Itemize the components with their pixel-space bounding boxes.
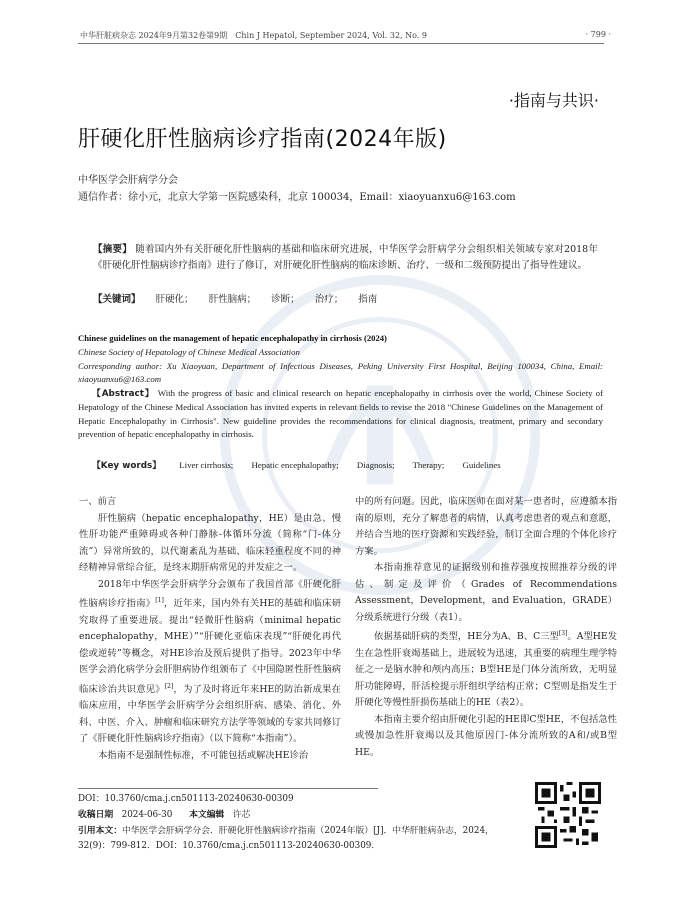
doi-line[interactable]: DOI：10.3760/cma.j.cn501113-20240630-00309	[78, 794, 294, 804]
correspondence: 通信作者：徐小元，北京大学第一医院感染科，北京 100034，Email：xiaoyuanxu6@163.com	[78, 192, 516, 203]
en-abstract	[78, 387, 603, 442]
running-header: 中华肝脏病杂志 2024年9月第32卷第9期 Chin J Hepatol, September 2024, Vol. 32, No. 9	[80, 31, 427, 40]
zh-keywords	[93, 291, 598, 305]
en-keywords	[92, 458, 517, 471]
zh-keyword: 肝硬化；	[155, 294, 194, 305]
paragraph: 中的所有问题。因此，临床医师在面对某一患者时，应遵循本指南的原则，充分了解患者的病情，认真考虑患者的观点和意愿，并结合当地的医疗资源和实践经验，制订全面合理的个体化诊疗方案。	[355, 496, 617, 557]
editor-name: 许芯	[232, 810, 251, 820]
paragraph: 本指南不是强制性标准，不可能包括或解决HE诊治	[98, 749, 309, 761]
dates-line	[78, 808, 250, 823]
en-society: Chinese Society of Hepatology of Chinese Medical Association	[78, 347, 300, 357]
received-label: 收稿日期	[78, 810, 114, 820]
citation-ref[interactable]: [1]	[155, 597, 164, 604]
footer-rule	[78, 788, 378, 789]
article-title: 肝硬化肝性脑病诊疗指南(2024年版)	[78, 127, 447, 152]
editor-label: 本文编辑	[189, 810, 225, 820]
en-keyword: Hepatic encephalopathy;	[251, 460, 339, 470]
header-rule	[78, 43, 604, 44]
zh-keyword: 指南	[358, 294, 378, 305]
paragraph: 本指南主要介绍由肝硬化引起的HE即C型HE，不包括急性或慢加急性肝衰竭以及其他原因门-体分流所致的A和/或B型HE。	[355, 713, 617, 758]
paragraph	[355, 626, 617, 712]
zh-abstract	[93, 242, 598, 274]
section-heading: 一、前言	[79, 496, 117, 507]
paragraph-text: 2018年中华医学会肝病学分会颁布了我国首部《肝硬化肝性脑病诊疗指南》	[79, 578, 341, 610]
paragraph-text: ，为了及时将近年来HE的防治新成果在临床应用，中华医学会肝病学分会组织肝病、感染、消化、外科、中医、介入、肿瘤和临床研究方法学等领域的专家共同修订了《肝硬化肝性脑病诊疗指南》（以下简称“本指南”）。	[79, 683, 341, 745]
paragraph: 肝性脑病（hepatic encephalopathy，HE）是由急、慢性肝功能严重障碍或各种门静脉-体循环分流（简称“门-体分流”）异常所致的，以代谢紊乱为基础、临床轻重程度不同的神经精神异常综合征，是终末期肝病常见的并发症之一。	[79, 512, 341, 573]
en-abstract-label: 【Abstract】	[92, 389, 155, 399]
citation-ref[interactable]: [2]	[164, 682, 174, 690]
paragraph-text: 依据基础肝病的类型，HE分为A、B、C三型	[374, 631, 559, 643]
en-keyword: Guidelines	[462, 460, 501, 470]
received-date: 2024-06-30	[121, 810, 173, 820]
paragraph-text: 。A型HE发生在急性肝衰竭基础上，进展较为迅速，其重要的病理生理学特征之一是脑水肿和颅内高压；B型HE是门体分流所致，无明显肝功能障碍，肝活检提示肝组织学结构正常；C型则是指发生于肝硬化等慢性肝损伤基础上的HE（表2）。	[355, 631, 617, 709]
en-keyword: Liver cirrhosis;	[179, 460, 234, 470]
body-right-column	[355, 494, 617, 761]
zh-abstract-text: 随着国内外有关肝硬化肝性脑病的基础和临床研究进展，中华医学会肝病学分会组织相关领域专家对2018年《肝硬化肝性脑病诊疗指南》进行了修订，对肝硬化肝性脑病的临床诊断、治疗、一级和二级预防提出了指导性建议。	[93, 244, 598, 271]
paragraph-text: ，近年来，国内外有关HE的基础和临床研究取得了重要进展。提出“轻微肝性脑病（minimal hepatic encephalopathy，MHE）”“肝硬化亚临床表现”“肝硬化再代偿或逆转”等概念，对HE诊治及预后提供了指导。2023年中华医学会消化病学分会肝胆病协作组颁布了《中国隐匿性肝性脑病临床诊治共识意见》	[79, 598, 341, 695]
qr-code-icon[interactable]	[535, 782, 601, 848]
zh-keyword: 肝性脑病；	[208, 294, 257, 305]
page-number: · 799 ·	[585, 30, 611, 39]
en-keywords-label: 【Key words】	[92, 461, 162, 471]
zh-keyword: 治疗；	[314, 294, 344, 305]
cite-line	[78, 824, 523, 854]
en-title: Chinese guidelines on the management of hepatic encephalopathy in cirrhosis (2024)	[78, 333, 387, 343]
body-left-column	[79, 494, 341, 764]
cite-label: 引用本文：	[78, 826, 122, 836]
section-label: ·指南与共识·	[508, 91, 599, 110]
zh-keyword: 诊断；	[271, 294, 300, 305]
paragraph: 本指南推荐意见的证据级别和推荐强度按照推荐分级的评估、制定及评价（Grades of Recommendations Assessment，Development，and Evaluation，GRADE）分级系统进行分级（表1）。	[355, 562, 617, 623]
author: 中华医学会肝病学分会	[78, 175, 178, 186]
en-keyword: Therapy;	[412, 460, 445, 470]
paragraph	[79, 577, 341, 748]
en-corresponding: Corresponding author: Xu Xiaoyuan, Department of Infectious Diseases, Peking University First Hospital, Beijing 100034, China, Email: xiaoyuanxu6@163.com	[78, 361, 603, 385]
en-abstract-text: With the progress of basic and clinical research on hepatic encephalopathy in cirrhosis over the world, Chinese Society of Hepatology of the Chinese Medical Association has invited experts in relevant fields to revise the 2018 "Chinese Guidelines on the Management of Hepatic Encephalopathy in Cirrhosis". New guideline provides the recommendations for clinical diagnosis, treatment, primary and secondary prevention of hepatic encephalopathy in cirrhosis.	[78, 388, 604, 440]
zh-abstract-label: 【摘要】	[93, 244, 132, 255]
zh-keywords-label: 【关键词】	[93, 294, 141, 305]
cite-text: 中华医学会肝病学分会．肝硬化肝性脑病诊疗指南（2024年版）[J]．中华肝脏病杂志，2024，32(9)：799-812．DOI：10.3760/cma.j.cn501113-20240630-00309．	[78, 826, 494, 851]
en-keyword: Diagnosis;	[356, 460, 395, 470]
citation-ref[interactable]: [3]	[558, 630, 568, 637]
